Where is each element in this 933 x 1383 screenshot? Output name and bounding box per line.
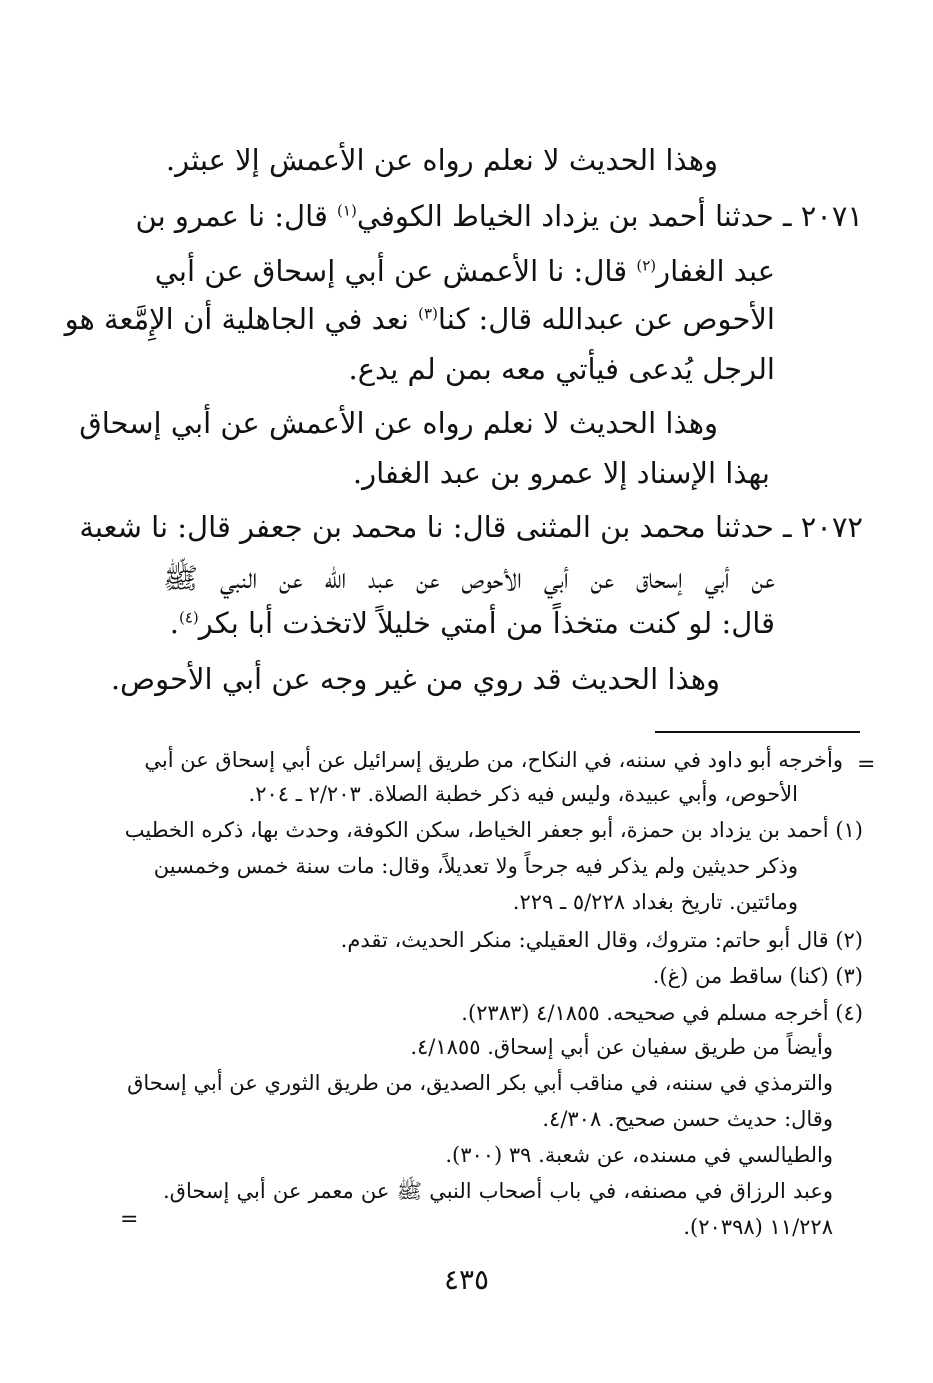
hadith-2072-line-2: عن أبي إسحاق عن أبي الأحوص عن عبد الله عن النبي ﷺ <box>163 561 775 595</box>
hadith-2071-line-3-text-a: الأحوص عن عبدالله قال: كنا <box>437 302 775 336</box>
hadith-2071-line-4: الرجل يُدعى فيأتي معه بمن لم يدع. <box>348 352 775 386</box>
hadith-2071-line-1-text-a: ٢٠٧١ ـ حدثنا أحمد بن يزداد الخياط الكوفي <box>356 199 863 233</box>
page-number: ٤٣٥ <box>443 1263 490 1296</box>
footnote-continuation-line-2: الأحوص، وأبي عبيدة، وليس فيه ذكر خطبة الصلاة. ٢/٢٠٣ ـ ٢٠٤. <box>248 782 798 806</box>
footnote-1-line-2: وذكر حديثين ولم يذكر فيه جرحاً ولا تعديلاً، وقال: مات سنة خمس وخمسين <box>153 854 798 878</box>
footnote-4-line-5: والطيالسي في مسنده، عن شعبة. ٣٩ (٣٠٠). <box>445 1143 833 1167</box>
footnote-4-line-6: وعبد الرزاق في مصنفه، في باب أصحاب النبي ﷺ عن معمر عن أبي إسحاق. <box>163 1179 833 1203</box>
paragraph-conclusion-2-line-1: وهذا الحديث لا نعلم رواه عن الأعمش عن أبي إسحاق <box>79 406 718 440</box>
footnote-ref-3: (٣) <box>418 304 438 323</box>
footnote-separator <box>655 731 860 733</box>
hadith-2072-line-3 <box>170 603 775 643</box>
hadith-2071-line-1-text-b: قال: نا عمرو بن <box>135 199 338 233</box>
hadith-2072-line-3-text-a: قال: لو كنت متخذاً من أمتي خليلاً لاتخذت أبا بكر <box>198 606 775 640</box>
hadith-2071-line-2 <box>154 251 775 291</box>
footnote-1-line-3: ومائتين. تاريخ بغداد ٥/٢٢٨ ـ ٢٢٩. <box>512 890 798 914</box>
paragraph-conclusion-3: وهذا الحديث قد روي من غير وجه عن أبي الأحوص. <box>110 662 720 696</box>
hadith-2071-line-2-text-a: عبد الغفار <box>656 254 775 288</box>
footnote-4-line-1: (٤) أخرجه مسلم في صحيحه. ٤/١٨٥٥ (٢٣٨٣). <box>461 1001 863 1025</box>
footnote-4-line-3: والترمذي في سننه، في مناقب أبي بكر الصديق، من طريق الثوري عن أبي إسحاق <box>127 1071 833 1095</box>
end-continuation-mark: = <box>120 1207 139 1232</box>
footnote-3: (٣) (كنا) ساقط من (غ). <box>652 964 863 988</box>
hadith-2071-line-1 <box>135 196 863 236</box>
continuation-mark: = <box>857 752 876 777</box>
footnote-4-line-7: ١١/٢٢٨ (٢٠٣٩٨). <box>683 1215 833 1239</box>
footnote-ref-2: (٢) <box>636 256 657 275</box>
hadith-2071-line-3-text-b: نعد في الجاهلية أن الإِمَّعة هو <box>64 302 419 336</box>
hadith-2071-line-3 <box>64 299 775 339</box>
hadith-2071-line-2-text-b: قال: نا الأعمش عن أبي إسحاق عن أبي <box>154 254 637 288</box>
footnote-4-line-4: وقال: حديث حسن صحيح. ٤/٣٠٨. <box>542 1107 833 1131</box>
footnote-2: (٢) قال أبو حاتم: متروك، وقال العقيلي: منكر الحديث، تقدم. <box>340 928 863 952</box>
footnote-ref-4: (٤) <box>178 608 199 627</box>
footnote-4-line-2: وأيضاً من طريق سفيان عن أبي إسحاق. ٤/١٨٥٥. <box>410 1035 833 1059</box>
footnote-ref-1: (١) <box>337 201 357 220</box>
hadith-2072-line-3-text-b: . <box>169 606 179 640</box>
hadith-2072-line-1: ٢٠٧٢ ـ حدثنا محمد بن المثنى قال: نا محمد بن جعفر قال: نا شعبة <box>79 510 863 544</box>
paragraph-conclusion-1: وهذا الحديث لا نعلم رواه عن الأعمش إلا عبثر. <box>165 143 718 177</box>
footnote-1-line-1: (١) أحمد بن يزداد بن حمزة، أبو جعفر الخياط، سكن الكوفة، وحدث بها، ذكره الخطيب <box>124 818 863 842</box>
paragraph-conclusion-2-line-2: بهذا الإسناد إلا عمرو بن عبد الغفار. <box>352 456 770 490</box>
footnote-continuation-line-1: وأخرجه أبو داود في سننه، في النكاح، من طريق إسرائيل عن أبي إسحاق عن أبي <box>144 748 843 772</box>
